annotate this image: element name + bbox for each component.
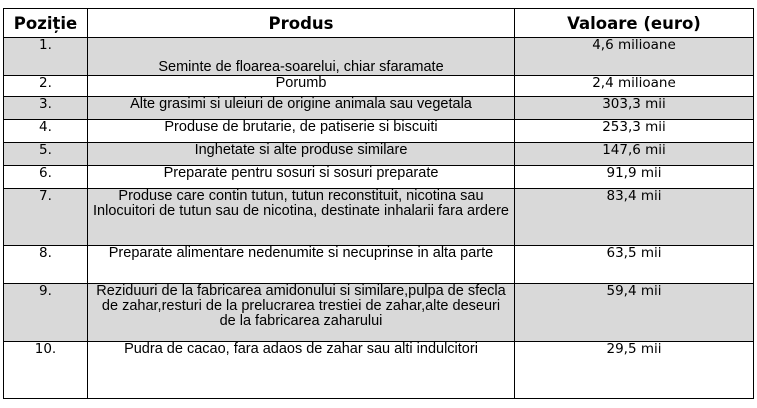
row-product: Seminte de floarea-soarelui, chiar sfaramate [88, 38, 515, 76]
row-position: 4. [4, 120, 88, 143]
row-position: 7. [4, 189, 88, 246]
row-position: 9. [4, 284, 88, 342]
row-product: Produse care contin tutun, tutun reconstituit, nicotina sau Inlocuitori de tutun sau de nicotina, destinate inhalarii fara ardere [88, 189, 515, 246]
table-row [4, 246, 754, 284]
products-table [3, 8, 754, 399]
row-position: 8. [4, 246, 88, 284]
row-product: Inghetate si alte produse similare [88, 143, 515, 166]
row-value: 29,5 mii [515, 342, 754, 399]
table-row [4, 143, 754, 166]
row-value: 253,3 mii [515, 120, 754, 143]
row-value: 2,4 milioane [515, 76, 754, 97]
row-value: 4,6 milioane [515, 38, 754, 76]
header-row [4, 9, 754, 38]
row-position: 6. [4, 166, 88, 189]
row-position: 1. [4, 38, 88, 76]
header-value: Valoare (euro) [515, 9, 754, 38]
row-product: Reziduuri de la fabricarea amidonului si similare,pulpa de sfecla de zahar,resturi de la prelucrarea trestiei de zahar,alte deseuri de la fabricarea zaharului [88, 284, 515, 342]
row-product: Produse de brutarie, de patiserie si biscuiti [88, 120, 515, 143]
row-value: 59,4 mii [515, 284, 754, 342]
row-position: 2. [4, 76, 88, 97]
header-position: Poziție [4, 9, 88, 38]
table-row [4, 76, 754, 97]
table-row [4, 97, 754, 120]
row-product: Porumb [88, 76, 515, 97]
row-value: 303,3 mii [515, 97, 754, 120]
row-position: 3. [4, 97, 88, 120]
row-value: 63,5 mii [515, 246, 754, 284]
row-product: Preparate pentru sosuri si sosuri preparate [88, 166, 515, 189]
row-product: Pudra de cacao, fara adaos de zahar sau alti indulcitori [88, 342, 515, 399]
table-row [4, 166, 754, 189]
table-row [4, 120, 754, 143]
header-product: Produs [88, 9, 515, 38]
table-row [4, 342, 754, 399]
row-product: Preparate alimentare nedenumite si necuprinse in alta parte [88, 246, 515, 284]
table-row [4, 189, 754, 246]
table-row [4, 38, 754, 76]
row-product: Alte grasimi si uleiuri de origine animala sau vegetala [88, 97, 515, 120]
row-value: 91,9 mii [515, 166, 754, 189]
row-position: 5. [4, 143, 88, 166]
row-value: 147,6 mii [515, 143, 754, 166]
table-row [4, 284, 754, 342]
row-value: 83,4 mii [515, 189, 754, 246]
row-position: 10. [4, 342, 88, 399]
